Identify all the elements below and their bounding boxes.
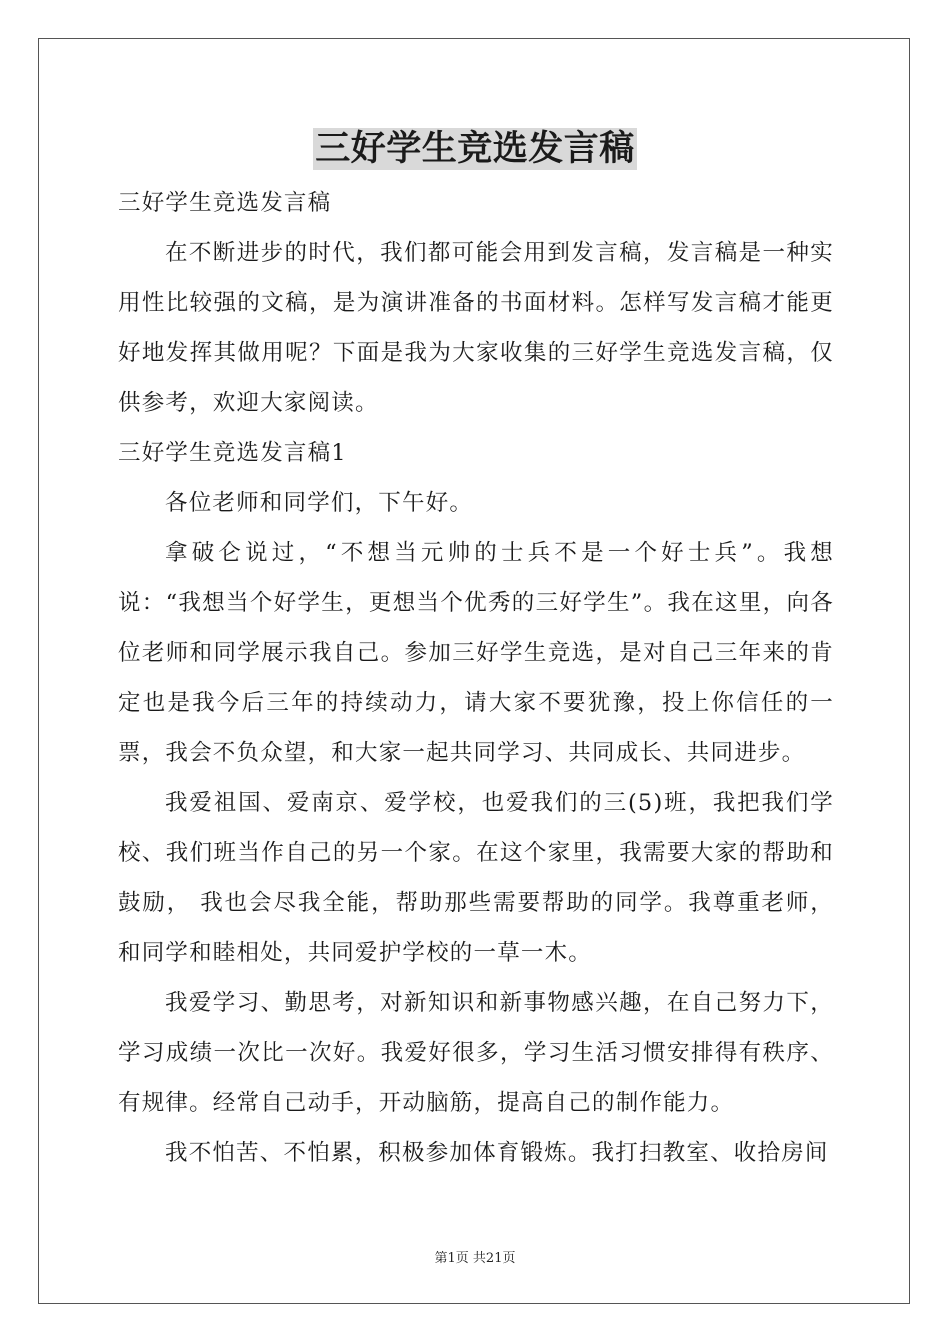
paragraph-body: 我爱祖国、爱南京、爱学校，也爱我们的三(5)班，我把我们学校、我们班当作自己的另一个家。在这个家里，我需要大家的帮助和鼓励， 我也会尽我全能，帮助那些需要帮助的同学。我尊重老师，和同学和睦相处，共同爱护学校的一草一木。 — [118, 790, 834, 966]
paragraph-subtitle: 三好学生竞选发言稿 — [118, 190, 332, 216]
paragraph-greeting: 各位老师和同学们，下午好。 — [165, 490, 474, 516]
paragraph-body: 我不怕苦、不怕累，积极参加体育锻炼。我打扫教室、收拾房间 — [165, 1140, 829, 1166]
paragraph-intro: 在不断进步的时代，我们都可能会用到发言稿，发言稿是一种实用性比较强的文稿，是为演讲准备的书面材料。怎样写发言稿才能更好地发挥其做用呢？下面是我为大家收集的三好学生竞选发言稿，仅供参考，欢迎大家阅读。 — [118, 240, 834, 416]
document-body — [118, 178, 834, 1178]
document-title: 三好学生竞选发言稿 — [315, 128, 635, 169]
page-footer — [0, 1247, 950, 1266]
paragraph-section-heading: 三好学生竞选发言稿1 — [118, 440, 347, 466]
title-container — [0, 128, 950, 170]
paragraph-body: 拿破仑说过，“不想当元帅的士兵不是一个好士兵”。我想说：“我想当个好学生，更想当个优秀的三好学生”。我在这里，向各位老师和同学展示我自己。参加三好学生竞选，是对自己三年来的肯定也是我今后三年的持续动力，请大家不要犹豫，投上你信任的一票，我会不负众望，和大家一起共同学习、共同成长、共同进步。 — [118, 540, 834, 766]
paragraph-body: 我爱学习、勤思考，对新知识和新事物感兴趣，在自己努力下，学习成绩一次比一次好。我爱好很多，学习生活习惯安排得有秩序、有规律。经常自己动手，开动脑筋，提高自己的制作能力。 — [118, 990, 834, 1116]
page-number: 第1页 共21页 — [434, 1251, 516, 1266]
